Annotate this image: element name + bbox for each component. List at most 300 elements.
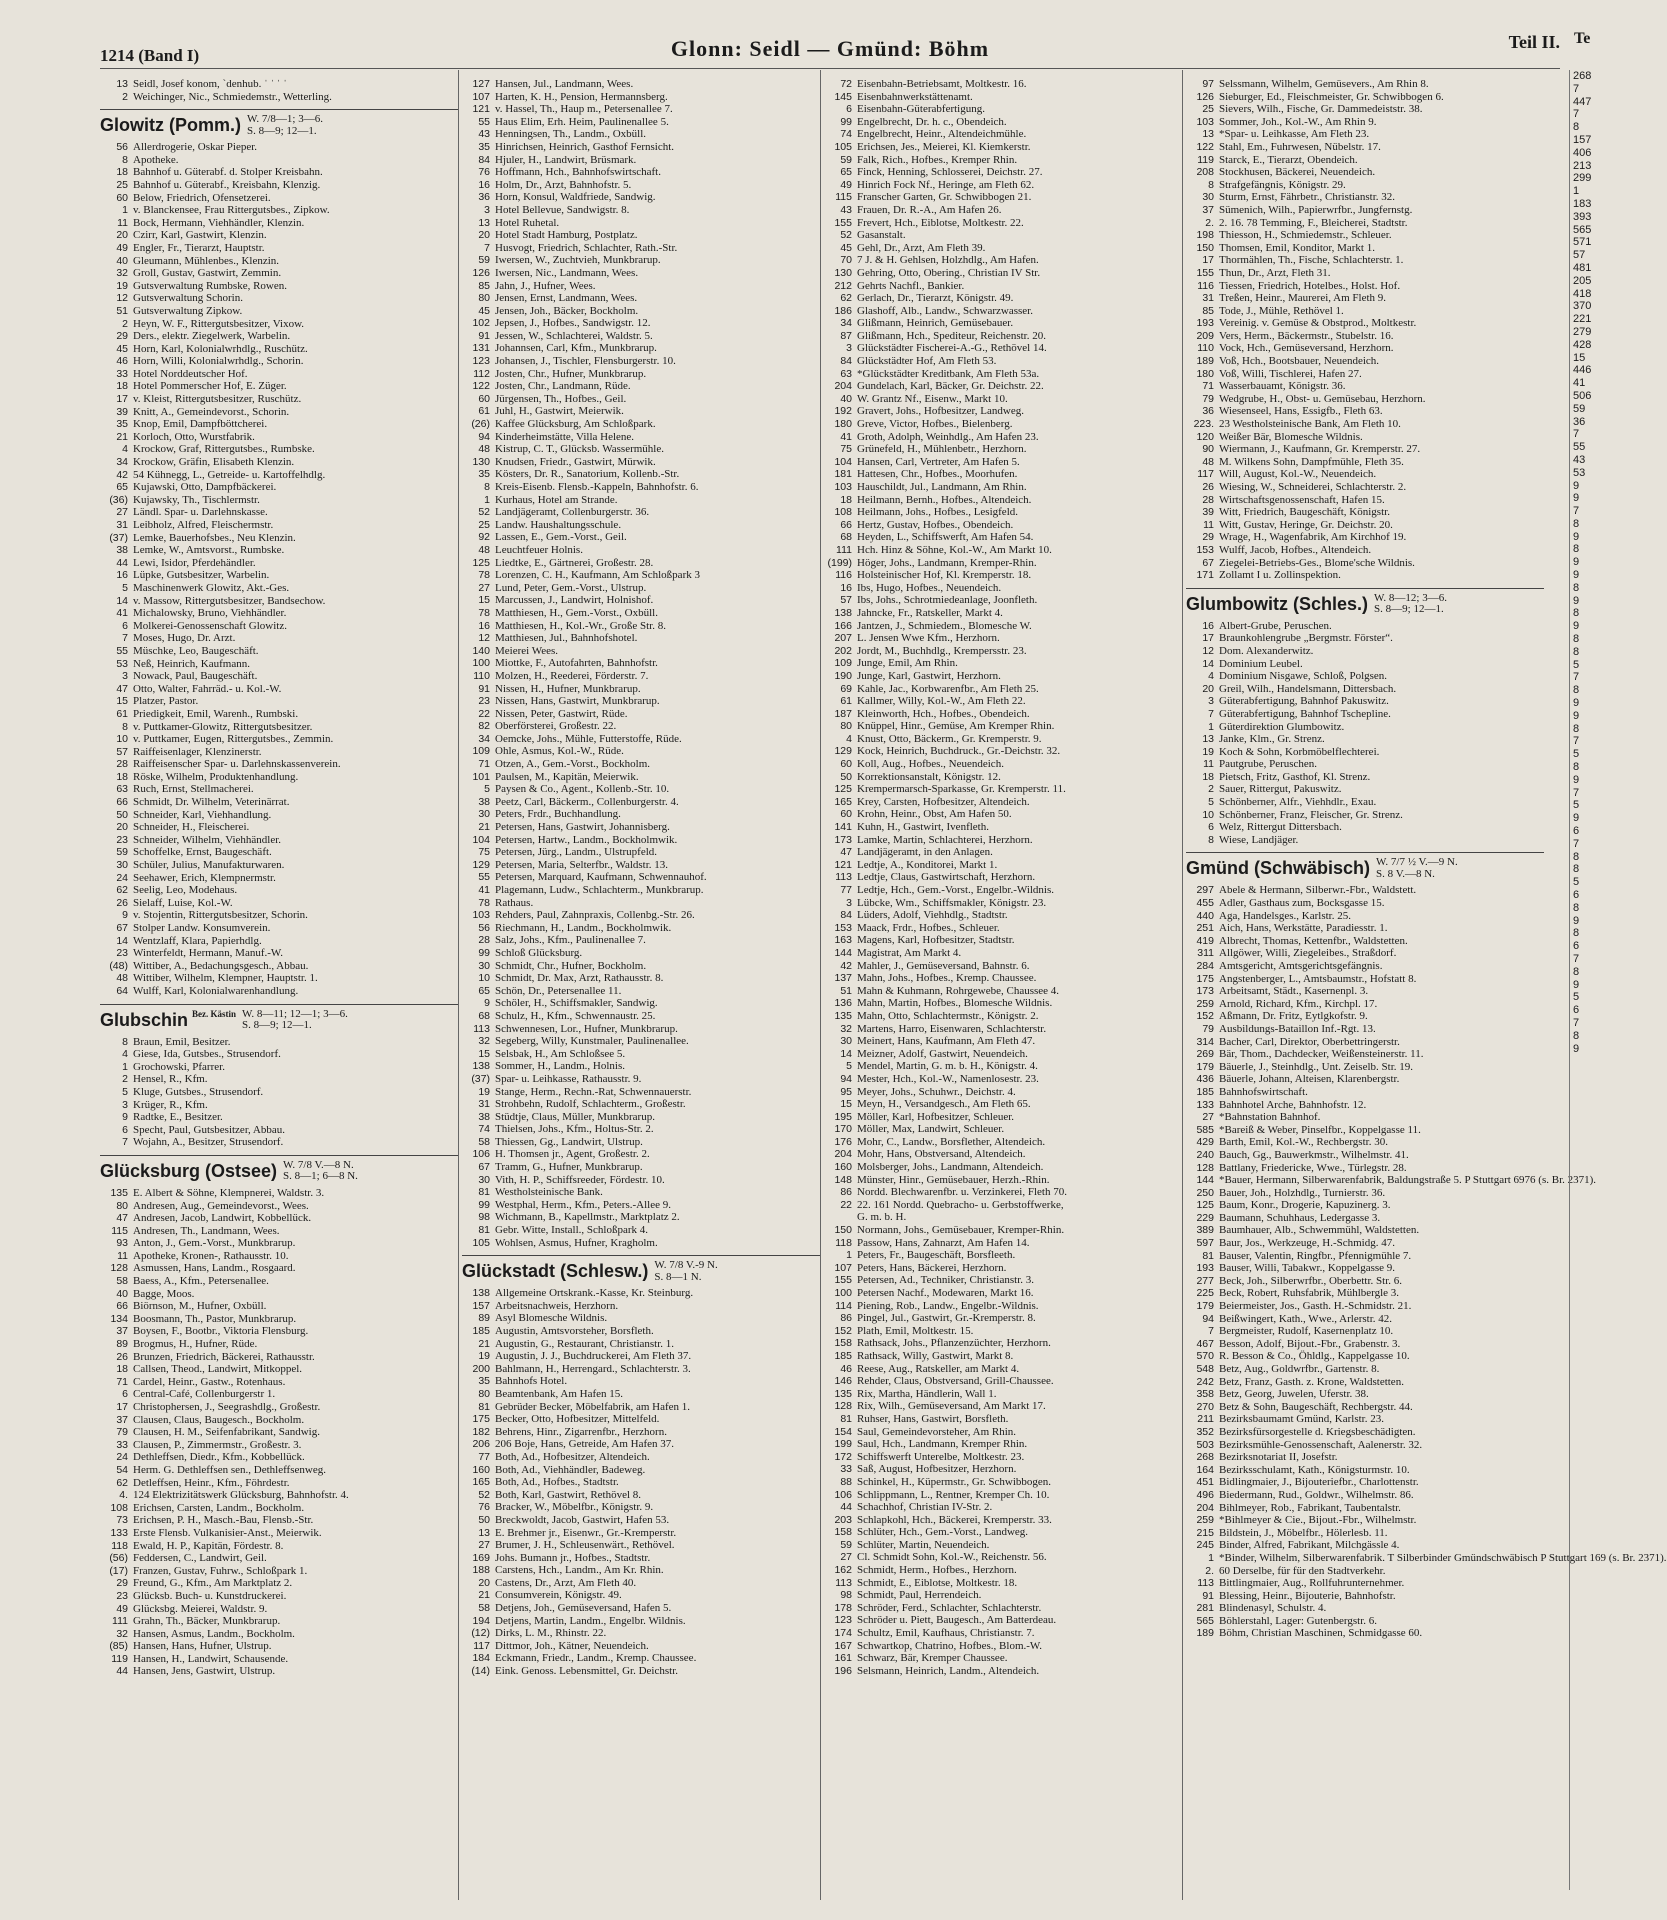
edge-number: 428 bbox=[1573, 338, 1592, 351]
subscriber-text: Wiesing, W., Schneiderei, Schlachterstr. 2. bbox=[1219, 481, 1407, 493]
phone-number: 25 bbox=[116, 178, 128, 191]
directory-entry bbox=[462, 808, 820, 821]
subscriber-text: Petersen, Hans, Gastwirt, Johannisberg. bbox=[495, 821, 670, 834]
directory-entry bbox=[1186, 1451, 1544, 1464]
subscriber-text: Baumhauer, Alb., Schwemmühl, Waldstetten. bbox=[1219, 1224, 1420, 1237]
subscriber-text: Selsmann, Heinrich, Landm., Altendeich. bbox=[857, 1664, 1040, 1677]
subscriber-text: Witt, Friedrich, Baugeschäft, Königstr. bbox=[1219, 506, 1390, 519]
directory-entry bbox=[100, 582, 458, 595]
edge-number: 5 bbox=[1573, 991, 1580, 1004]
subscriber-text: Apotheke. bbox=[133, 153, 179, 166]
phone-number: 198 bbox=[1196, 229, 1214, 242]
phone-number: 45 bbox=[116, 342, 128, 355]
directory-entry bbox=[824, 141, 1182, 154]
subscriber-text: Bittlingmaier, Aug., Rollfuhrunternehmer. bbox=[1219, 1577, 1405, 1590]
directory-entry bbox=[1186, 1401, 1544, 1414]
subscriber-text: Mahler, J., Gemüseversand, Bahnstr. 6. bbox=[857, 959, 1030, 972]
subscriber-text: Kujawsky, Th., Tischlermstr. bbox=[133, 493, 260, 506]
directory-entry bbox=[100, 431, 458, 444]
subscriber-text: Bezirksfürsorgestelle d. Kriegsbeschädigten. bbox=[1219, 1425, 1416, 1438]
phone-number: 29 bbox=[1202, 531, 1214, 544]
directory-entry bbox=[100, 872, 458, 885]
phone-number: 36 bbox=[1202, 405, 1214, 418]
subscriber-text: Gebrüder Becker, Möbelfabrik, am Hafen 1. bbox=[495, 1400, 691, 1413]
subscriber-text: Eisenbahn-Betriebsamt, Moltkestr. 16. bbox=[857, 78, 1027, 90]
edge-number: 53 bbox=[1573, 466, 1586, 479]
directory-entry bbox=[824, 1640, 1182, 1653]
directory-entry bbox=[462, 292, 820, 305]
phone-number: 133 bbox=[110, 1526, 128, 1539]
subscriber-text: Vereinig. v. Gemüse & Obstprod., Moltkestr. bbox=[1219, 317, 1417, 330]
phone-number: 186 bbox=[834, 304, 852, 317]
subscriber-text: Gutsverwaltung Zipkow. bbox=[133, 304, 243, 317]
phone-number: 65 bbox=[478, 984, 490, 997]
phone-number: 125 bbox=[834, 783, 852, 796]
edge-number: 5 bbox=[1573, 658, 1580, 671]
directory-entry bbox=[462, 342, 820, 355]
phone-number: 30 bbox=[116, 859, 128, 872]
phone-number: 130 bbox=[472, 455, 490, 468]
phone-number: 157 bbox=[472, 1299, 490, 1312]
phone-number: 65 bbox=[840, 166, 852, 179]
directory-entry bbox=[100, 1300, 458, 1313]
subscriber-text: Paulsen, M., Kapitän, Meierwik. bbox=[495, 770, 639, 783]
directory-entry bbox=[824, 897, 1182, 910]
directory-entry bbox=[1186, 569, 1544, 582]
phone-number: 2. bbox=[1205, 216, 1214, 229]
phone-number: 117 bbox=[473, 1639, 490, 1652]
phone-number: 95 bbox=[840, 1085, 852, 1098]
directory-entry bbox=[100, 544, 458, 557]
subscriber-text: Lund, Peter, Gem.-Vorst., Ulstrup. bbox=[495, 581, 647, 594]
directory-entry bbox=[824, 1300, 1182, 1313]
subscriber-text: 23 Westholsteinische Bank, Am Fleth 10. bbox=[1219, 418, 1401, 431]
phone-number: 16 bbox=[478, 619, 490, 632]
edge-number: 6 bbox=[1573, 825, 1580, 838]
subscriber-text: Kock, Heinrich, Buchdruck., Gr.-Deichstr. 32. bbox=[857, 745, 1061, 758]
subscriber-text: Stahl, Em., Fuhrwesen, Nübelstr. 17. bbox=[1219, 140, 1381, 153]
directory-entry bbox=[1186, 531, 1544, 544]
phone-number: 163 bbox=[834, 934, 852, 947]
directory-entry bbox=[100, 179, 458, 192]
directory-entry bbox=[462, 1136, 820, 1149]
directory-entry bbox=[100, 1136, 458, 1149]
subscriber-text: Johannsen, Carl, Kfm., Munkbrarup. bbox=[495, 342, 657, 355]
phone-number: 18 bbox=[116, 1363, 128, 1376]
phone-number: 61 bbox=[478, 405, 490, 418]
directory-entry bbox=[1186, 1036, 1544, 1049]
directory-entry bbox=[824, 1148, 1182, 1161]
directory-entry bbox=[824, 909, 1182, 922]
subscriber-text: Schneider, Karl, Viehhandlung. bbox=[133, 808, 272, 821]
directory-entry bbox=[462, 1048, 820, 1061]
subscriber-text: Schönberner, Franz, Fleischer, Gr. Strenz. bbox=[1219, 808, 1403, 821]
subscriber-text: Seehawer, Erich, Klempnermstr. bbox=[133, 871, 276, 884]
subscriber-text: Betz, Aug., Goldwrfbr., Gartenstr. 8. bbox=[1219, 1363, 1380, 1375]
edge-number: 268 bbox=[1573, 70, 1592, 82]
directory-entry bbox=[100, 1426, 458, 1439]
phone-number: 16 bbox=[116, 569, 128, 582]
phone-number: 85 bbox=[478, 279, 490, 292]
phone-number: 104 bbox=[472, 833, 490, 846]
part-label: Teil II. bbox=[1508, 32, 1560, 52]
phone-number: 67 bbox=[116, 922, 128, 934]
subscriber-text: Wasserbauamt, Königstr. 36. bbox=[1219, 380, 1346, 393]
town-heading bbox=[100, 1004, 458, 1032]
subscriber-text: Engelbrecht, Dr. h. c., Obendeich. bbox=[857, 115, 1007, 128]
directory-entry bbox=[824, 557, 1182, 570]
phone-number: 35 bbox=[116, 418, 128, 431]
directory-entry bbox=[100, 1665, 458, 1678]
subscriber-text: Wirtschaftsgenossenschaft, Hafen 15. bbox=[1219, 493, 1385, 506]
phone-number: 68 bbox=[478, 1009, 490, 1022]
directory-entry bbox=[1186, 330, 1544, 343]
edge-number: 8 bbox=[1573, 1029, 1580, 1042]
phone-number: 99 bbox=[478, 1198, 490, 1211]
directory-entry bbox=[824, 1400, 1182, 1413]
phone-number: 79 bbox=[116, 1426, 128, 1439]
phone-number: 50 bbox=[840, 770, 852, 783]
subscriber-text: Gleumann, Mühlenbes., Klenzin. bbox=[133, 254, 280, 267]
subscriber-text: Spar- u. Leihkasse, Rathausstr. 9. bbox=[495, 1072, 642, 1085]
phone-number: 98 bbox=[840, 1589, 852, 1602]
directory-entry bbox=[1186, 254, 1544, 267]
subscriber-text: Tode, J., Mühle, Rethövel 1. bbox=[1219, 304, 1344, 317]
subscriber-text: Sommer, Joh., Kol.-W., Am Rhin 9. bbox=[1219, 115, 1377, 128]
subscriber-text: Erste Flensb. Vulkanisier-Anst., Meierwik. bbox=[133, 1526, 322, 1539]
phone-number: 12 bbox=[116, 292, 128, 305]
directory-entry bbox=[100, 1540, 458, 1553]
phone-number: 128 bbox=[110, 1262, 128, 1275]
subscriber-text: Glashoff, Alb., Landw., Schwarzwasser. bbox=[857, 304, 1033, 317]
directory-entry bbox=[1186, 771, 1544, 784]
phone-number: 12 bbox=[1202, 644, 1214, 657]
subscriber-text: Bahnhof u. Güterabf. d. Stolper Kreisbahn. bbox=[133, 166, 323, 179]
phone-number: 3 bbox=[846, 896, 852, 909]
directory-entry bbox=[824, 657, 1182, 670]
directory-entry bbox=[462, 1615, 820, 1628]
subscriber-text: Böhm, Christian Maschinen, Schmidgasse 60. bbox=[1219, 1627, 1423, 1640]
directory-entry bbox=[824, 733, 1182, 746]
directory-entry bbox=[100, 1640, 458, 1653]
phone-number: 311 bbox=[1197, 947, 1214, 960]
subscriber-text: Hattesen, Chr., Hofbes., Moorhufen. bbox=[857, 468, 1018, 481]
subscriber-text: Thun, Dr., Arzt, Fleth 31. bbox=[1219, 266, 1331, 279]
subscriber-text: Gasanstalt. bbox=[857, 229, 906, 242]
subscriber-text: v. Stojentin, Rittergutsbesitzer, Schorin. bbox=[133, 909, 308, 922]
directory-entry bbox=[1186, 620, 1544, 633]
directory-entry bbox=[462, 1652, 820, 1665]
subscriber-text: Schwarz, Bär, Kremper Chaussee. bbox=[857, 1652, 1008, 1665]
subscriber-text: Asmussen, Hans, Landm., Rosgaard. bbox=[133, 1262, 296, 1275]
phone-number: 23 bbox=[116, 833, 128, 846]
subscriber-text: Janke, Klm., Gr. Strenz. bbox=[1219, 733, 1325, 746]
phone-number: 190 bbox=[834, 669, 852, 682]
phone-number: (36) bbox=[109, 493, 128, 506]
phone-number: (199) bbox=[827, 556, 852, 569]
subscriber-text: Bahnhofs Hotel. bbox=[495, 1375, 568, 1388]
directory-entry bbox=[100, 217, 458, 230]
subscriber-text: Dominium Nisgawe, Schloß, Polgsen. bbox=[1219, 670, 1388, 683]
phone-number: 270 bbox=[1196, 1400, 1214, 1413]
directory-entry bbox=[1186, 1313, 1544, 1326]
subscriber-text: Rehders, Paul, Zahnpraxis, Collenbg.-Str. 26. bbox=[495, 909, 695, 922]
phone-number: 21 bbox=[116, 430, 128, 443]
directory-entry bbox=[462, 733, 820, 746]
phone-number: 128 bbox=[834, 1400, 852, 1413]
phone-number: 171 bbox=[1196, 569, 1214, 582]
directory-entry bbox=[824, 960, 1182, 973]
subscriber-text: Mahn, Johs., Hofbes., Kremp. Chaussee. bbox=[857, 972, 1037, 985]
phone-number: 34 bbox=[116, 456, 128, 469]
subscriber-text: Schmidt, Herm., Hofbes., Herzhorn. bbox=[857, 1564, 1017, 1577]
phone-number: 81 bbox=[840, 1412, 852, 1425]
subscriber-text: Riechmann, H., Landm., Bockholmwik. bbox=[495, 921, 672, 934]
directory-entry bbox=[462, 317, 820, 330]
subscriber-text: Sturm, Ernst, Fährbetr., Christianstr. 32. bbox=[1219, 191, 1395, 204]
phone-number: 49 bbox=[116, 1602, 128, 1615]
subscriber-text: Bahnhof u. Güterabf., Kreisbahn, Klenzig. bbox=[133, 178, 321, 191]
subscriber-text: Bezirksmühle-Genossenschaft, Aalenerstr. 32. bbox=[1219, 1438, 1423, 1451]
phone-number: 37 bbox=[116, 1413, 128, 1426]
phone-number: 66 bbox=[840, 518, 852, 531]
subscriber-text: *Glückstädter Kreditbank, Am Fleth 53a. bbox=[857, 367, 1040, 380]
subscriber-text: Schlüter, Hch., Gem.-Vorst., Landweg. bbox=[857, 1526, 1029, 1539]
edge-number: 8 bbox=[1573, 927, 1580, 940]
phone-number: 69 bbox=[840, 682, 852, 695]
office-hours: W. 7/8 V.—8 N. S. 8—1; 6—8 N. bbox=[283, 1158, 358, 1183]
directory-entry bbox=[462, 1073, 820, 1086]
subscriber-text: Pietsch, Fritz, Gasthof, Kl. Strenz. bbox=[1219, 770, 1371, 783]
edge-number: 9 bbox=[1573, 569, 1580, 582]
subscriber-text: Lemke, W., Amtsvorst., Rumbske. bbox=[133, 544, 285, 557]
directory-entry bbox=[1186, 380, 1544, 393]
phone-number: 44 bbox=[116, 556, 128, 569]
directory-entry bbox=[100, 355, 458, 368]
directory-entry bbox=[462, 1098, 820, 1111]
subscriber-text: Lewi, Isidor, Pferdehändler. bbox=[133, 556, 256, 569]
directory-entry bbox=[462, 1161, 820, 1174]
subscriber-text: Sümenich, Wilh., Papierwrfbr., Jungfernstg. bbox=[1219, 203, 1413, 216]
directory-entry bbox=[462, 846, 820, 859]
subscriber-text: Grahn, Th., Bäcker, Munkbrarup. bbox=[133, 1615, 281, 1628]
phone-number: 19 bbox=[116, 279, 128, 292]
subscriber-text: Möller, Max, Landwirt, Schleuer. bbox=[857, 1123, 1005, 1136]
subscriber-text: Holm, Dr., Arzt, Bahnhofstr. 5. bbox=[495, 178, 632, 191]
subscriber-text: Seidl, Josef konom, `denhub. ˈ ˈ ˈ ˈ bbox=[133, 78, 287, 90]
subscriber-text: Wojahn, A., Besitzer, Strusendorf. bbox=[133, 1136, 284, 1149]
directory-entry bbox=[824, 128, 1182, 141]
subscriber-text: Nissen, H., Hufner, Munkbrarup. bbox=[495, 682, 641, 695]
phone-number: 40 bbox=[840, 392, 852, 405]
directory-entry bbox=[824, 1161, 1182, 1174]
subscriber-text: Heilmann, Bernh., Hofbes., Altendeich. bbox=[857, 493, 1032, 506]
phone-number: 175 bbox=[472, 1413, 490, 1426]
subscriber-text: Holsteinischer Hof, Kl. Kremperstr. 18. bbox=[857, 569, 1032, 582]
subscriber-text: Ohle, Asmus, Kol.-W., Rüde. bbox=[495, 745, 624, 758]
phone-number: 91 bbox=[478, 329, 490, 342]
phone-number: 26 bbox=[1202, 481, 1214, 493]
phone-number: 259 bbox=[1196, 997, 1214, 1010]
subscriber-text: Kuhn, H., Gastwirt, Ivenfleth. bbox=[857, 821, 989, 834]
phone-number: 88 bbox=[840, 1475, 852, 1488]
phone-number: 106 bbox=[472, 1148, 490, 1161]
directory-entry bbox=[462, 1401, 820, 1414]
subscriber-text: Oemcke, Johs., Mühle, Futterstoffe, Rüde. bbox=[495, 732, 682, 745]
phone-number: 17 bbox=[1202, 254, 1214, 267]
town-name: Glubschin bbox=[100, 1009, 189, 1030]
phone-number: 5 bbox=[122, 1085, 128, 1098]
subscriber-text: Grochowski, Pfarrer. bbox=[133, 1060, 225, 1073]
subscriber-text: Dittmor, Joh., Kätner, Neuendeich. bbox=[495, 1639, 649, 1652]
directory-entry bbox=[1186, 922, 1544, 935]
subscriber-text: Groll, Gustav, Gastwirt, Zemmin. bbox=[133, 267, 282, 280]
directory-entry bbox=[824, 368, 1182, 381]
phone-number: 14 bbox=[116, 594, 128, 607]
town-name: Glowitz (Pomm.) bbox=[100, 115, 241, 136]
edge-number: 57 bbox=[1573, 249, 1586, 262]
phone-number: 37 bbox=[1202, 203, 1214, 216]
subscriber-text: Bergmeister, Rudolf, Kasernenplatz 10. bbox=[1219, 1325, 1394, 1338]
directory-entry bbox=[1186, 821, 1544, 834]
directory-entry bbox=[462, 1501, 820, 1514]
phone-number: 57 bbox=[116, 745, 128, 758]
phone-number: 202 bbox=[834, 644, 852, 657]
phone-number: 5 bbox=[484, 783, 490, 796]
phone-number: 23 bbox=[116, 947, 128, 960]
subscriber-text: Vock, Hch., Gemüseversand, Herzhorn. bbox=[1219, 342, 1394, 355]
phone-number: 128 bbox=[1196, 1161, 1214, 1174]
subscriber-text: Ledtje, A., Konditorei, Markt 1. bbox=[857, 858, 998, 871]
phone-number: 117 bbox=[1197, 468, 1214, 481]
adjacent-page-edge bbox=[1569, 30, 1600, 1890]
phone-number: 122 bbox=[472, 380, 490, 393]
directory-entry bbox=[824, 1199, 1182, 1212]
phone-number: 204 bbox=[1196, 1501, 1214, 1514]
phone-number: 7 bbox=[1208, 1325, 1214, 1338]
directory-entry bbox=[100, 1527, 458, 1540]
phone-number: 3 bbox=[122, 1098, 128, 1111]
phone-number: 81 bbox=[1202, 1249, 1214, 1262]
edge-number: 15 bbox=[1573, 351, 1586, 364]
directory-entry bbox=[462, 997, 820, 1010]
phone-number: 48 bbox=[1202, 455, 1214, 468]
phone-number: 98 bbox=[478, 1211, 490, 1224]
directory-entry bbox=[100, 670, 458, 683]
phone-number: (56) bbox=[109, 1552, 128, 1565]
subscriber-text: Below, Friedrich, Ofensetzerei. bbox=[133, 191, 271, 204]
phone-number: 13 bbox=[478, 1526, 490, 1539]
directory-entry bbox=[1186, 116, 1544, 129]
subscriber-text: Krohn, Heinr., Obst, Am Hafen 50. bbox=[857, 808, 1012, 821]
directory-entry bbox=[462, 78, 820, 91]
directory-entry bbox=[824, 317, 1182, 330]
subscriber-text: Petersen Nachf., Modewaren, Markt 16. bbox=[857, 1287, 1034, 1299]
phone-number: 108 bbox=[110, 1501, 128, 1514]
subscriber-text: Hansen, Hans, Hufner, Ulstrup. bbox=[133, 1640, 272, 1653]
subscriber-text: Korloch, Otto, Wurstfabrik. bbox=[133, 430, 255, 443]
edge-number: 8 bbox=[1573, 901, 1580, 914]
subscriber-text: Betz, Georg, Juwelen, Uferstr. 38. bbox=[1219, 1388, 1369, 1401]
directory-entry bbox=[824, 1123, 1182, 1136]
phone-number: 2 bbox=[122, 1073, 128, 1086]
directory-entry bbox=[100, 318, 458, 331]
subscriber-text: Detleffsen, Heinr., Kfm., Föhrdestr. bbox=[133, 1476, 290, 1489]
phone-number: 181 bbox=[834, 468, 852, 481]
phone-number: 9 bbox=[122, 1111, 128, 1124]
subscriber-text: Bäuerle, J., Steinhdlg., Unt. Zeiselb. Str. 19. bbox=[1219, 1060, 1414, 1073]
phone-number: 179 bbox=[1196, 1060, 1214, 1073]
phone-number: 32 bbox=[840, 1022, 852, 1035]
phone-number: 8 bbox=[122, 720, 128, 733]
subscriber-text: Callsen, Theod., Landwirt, Mitkoppel. bbox=[133, 1363, 303, 1376]
phone-number: 565 bbox=[1196, 1614, 1214, 1627]
phone-number: 94 bbox=[840, 1072, 852, 1085]
subscriber-text: Raiffeisenlager, Klenzinerstr. bbox=[133, 745, 262, 758]
subscriber-text: Bauser, Valentin, Ringfbr., Pfennigmühle 7. bbox=[1219, 1249, 1412, 1262]
subscriber-text: Braunkohlengrube „Bergmstr. Förster“. bbox=[1219, 632, 1393, 645]
subscriber-text: R. Besson & Co., Öhldlg., Kappelgasse 10. bbox=[1219, 1350, 1410, 1363]
subscriber-text: Maack, Frdr., Hofbes., Schleuer. bbox=[857, 921, 1000, 934]
subscriber-text: Harten, K. H., Pension, Hermannsberg. bbox=[495, 90, 668, 103]
directory-entry bbox=[1186, 1565, 1544, 1578]
subscriber-text: Bär, Thom., Dachdecker, Weißensteinerstr. 11. bbox=[1219, 1048, 1424, 1061]
phone-number: 8 bbox=[1208, 178, 1214, 191]
subscriber-text: Iwersen, W., Zuchtvieh, Munkbrarup. bbox=[495, 254, 661, 267]
directory-entry bbox=[1186, 645, 1544, 658]
subscriber-text: Dom. Alexanderwitz. bbox=[1219, 644, 1314, 657]
phone-number: 358 bbox=[1196, 1388, 1214, 1401]
edge-number: 7 bbox=[1573, 505, 1580, 518]
subscriber-text: Passow, Hans, Zahnarzt, Am Hafen 14. bbox=[857, 1236, 1030, 1249]
phone-number: 180 bbox=[834, 418, 852, 431]
phone-number: 87 bbox=[840, 329, 852, 342]
directory-entry bbox=[1186, 1615, 1544, 1628]
phone-number: 39 bbox=[1202, 506, 1214, 519]
subscriber-text: Petersen, Ad., Techniker, Christianstr. 3. bbox=[857, 1274, 1035, 1287]
directory-entry bbox=[462, 1589, 820, 1602]
directory-entry bbox=[462, 179, 820, 192]
subscriber-text: Wiermann, J., Kaufmann, Gr. Kremperstr. 27. bbox=[1219, 443, 1421, 456]
phone-number: 67 bbox=[478, 1161, 490, 1174]
directory-entry bbox=[100, 1653, 458, 1666]
edge-number: 213 bbox=[1573, 159, 1592, 172]
subscriber-text: Henningsen, Th., Landm., Oxbüll. bbox=[495, 128, 647, 141]
directory-entry bbox=[1186, 405, 1544, 418]
phone-number: 31 bbox=[1202, 292, 1214, 305]
phone-number: 193 bbox=[1196, 317, 1214, 330]
directory-entry bbox=[1186, 1061, 1544, 1074]
directory-entry bbox=[824, 305, 1182, 318]
subscriber-text: Schröder, Ferd., Schlachter, Schlachterstr. bbox=[857, 1601, 1042, 1614]
edge-number: 565 bbox=[1573, 223, 1592, 236]
phone-number: 14 bbox=[116, 934, 128, 947]
phone-number: 17 bbox=[1202, 632, 1214, 645]
phone-number: 65 bbox=[116, 481, 128, 494]
subscriber-text: Kujawski, Otto, Dampfbäckerei. bbox=[133, 481, 277, 494]
phone-number: 204 bbox=[834, 1148, 852, 1161]
subscriber-text: L. Jensen Wwe Kfm., Herzhorn. bbox=[857, 632, 1000, 645]
subscriber-text: Hch. Hinz & Söhne, Kol.-W., Am Markt 10. bbox=[857, 543, 1052, 556]
phone-number: 20 bbox=[478, 229, 490, 242]
phone-number: 24 bbox=[116, 871, 128, 884]
directory-entry bbox=[462, 1111, 820, 1124]
directory-entry bbox=[824, 1287, 1182, 1300]
directory-entry bbox=[824, 1350, 1182, 1363]
directory-entry bbox=[1186, 783, 1544, 796]
subscriber-text: Cardel, Heinr., Gastw., Rotenhaus. bbox=[133, 1375, 286, 1388]
directory-entry bbox=[100, 1262, 458, 1275]
